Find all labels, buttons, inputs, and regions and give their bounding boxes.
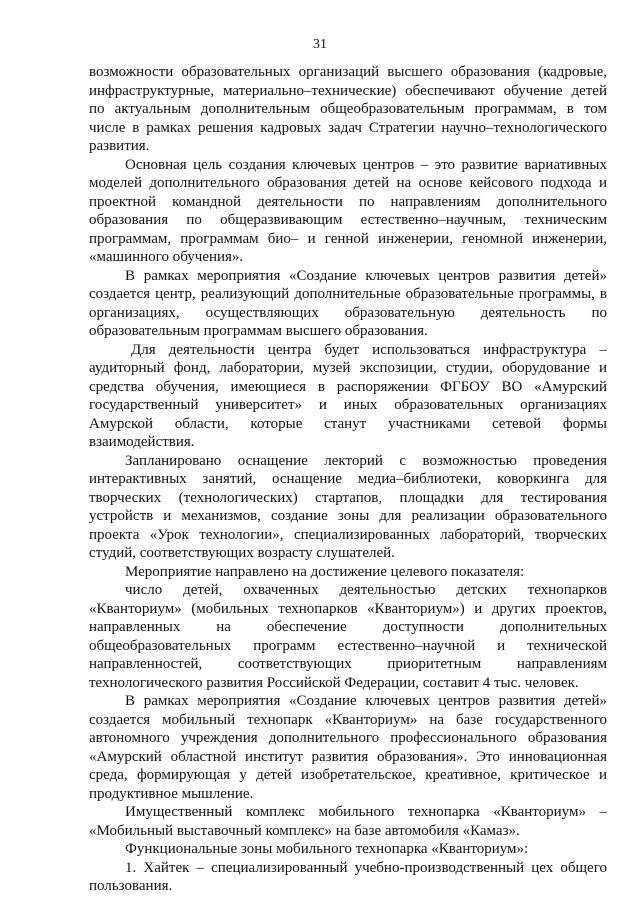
text-line: «Кванториум» (мобильных технопарков «Кванториум») и других проектов, bbox=[89, 600, 607, 617]
text-line: организациях, осуществляющих образовательную деятельность по bbox=[89, 304, 607, 321]
text-line: государственный университет» и иных образовательных организациях bbox=[89, 397, 607, 413]
text-line: Для деятельности центра будет использоваться инфраструктура – bbox=[131, 341, 607, 358]
text-line: 1. Хайтек – специализированный учебно-производственный цех общего bbox=[125, 859, 607, 876]
text-line: создается мобильный технопарк «Кванториум» на базе государственного bbox=[89, 711, 607, 728]
text-line: автономного учреждения дополнительного профессионального образования bbox=[89, 730, 607, 746]
text-line: направленных на обеспечение доступности дополнительных bbox=[89, 619, 607, 635]
text-line: «Мобильный выставочный комплекс» на базе автомобиля «Камаз». bbox=[89, 822, 520, 839]
text-line: по актуальным дополнительным общеобразовательным программам, в том bbox=[89, 101, 607, 117]
text-line: образования по общеразвивающим естественно–научным, техническим bbox=[89, 212, 607, 228]
text-line: «машинного обучения». bbox=[89, 249, 244, 265]
text-line: Запланировано оснащение лекторий с возможностью проведения bbox=[125, 452, 607, 469]
text-line: «Амурский областной институт развития образования». Это инновационная bbox=[89, 748, 607, 765]
text-line: создается центр, реализующий дополнительные образовательные программы, в bbox=[89, 286, 607, 302]
text-line: среда, формирующая у детей изобретательское, креативное, критическое и bbox=[89, 767, 607, 783]
text-line: моделей дополнительного образования детей на основе кейсового подхода и bbox=[89, 175, 607, 191]
text-line: В рамках мероприятия «Создание ключевых центров развития детей» bbox=[125, 267, 607, 284]
text-line: пользования. bbox=[89, 878, 173, 894]
text-line: устройств и механизмов, создание зоны для реализации образовательного bbox=[89, 508, 607, 524]
text-line: Мероприятие направлено на достижение целевого показателя: bbox=[125, 563, 525, 580]
text-line: программам, программам био– и генной инженерии, геномной инженерии, bbox=[89, 230, 607, 247]
text-line: числе в рамках решения кадровых задач Стратегии научно–технологического bbox=[89, 119, 607, 136]
text-line: студий, соответствующих возрасту слушателей. bbox=[89, 545, 395, 561]
text-line: Функциональные зоны мобильного технопарка «Кванториум»: bbox=[125, 841, 529, 857]
text-line: образовательным программам высшего образования. bbox=[89, 323, 428, 339]
text-line: Основная цель создания ключевых центров – это развитие вариативных bbox=[125, 156, 607, 173]
text-line: проектной командной деятельности по направлениям дополнительного bbox=[89, 193, 607, 210]
page-number: 31 bbox=[313, 37, 327, 52]
text-line: аудиторный фонд, лаборатории, музей экспозиции, студии, оборудование и bbox=[89, 360, 607, 376]
text-line: творческих (технологических) стартапов, площадки для тестирования bbox=[89, 489, 607, 506]
text-line: интерактивных занятий, оснащение медиа–библиотеки, коворкинга для bbox=[89, 471, 607, 487]
text-line: проекта «Урок технологии», специализированных лабораторий, творческих bbox=[89, 526, 607, 543]
text-line: общеобразовательных программ естественно–научной и технической bbox=[89, 637, 607, 654]
text-line: В рамках мероприятия «Создание ключевых центров развития детей» bbox=[125, 693, 607, 709]
text-line: развития. bbox=[89, 138, 150, 154]
text-line: взаимодействия. bbox=[89, 434, 195, 450]
text-line: технологического развития Российской Федерации, составит 4 тыс. человек. bbox=[89, 674, 579, 691]
text-line: Амурской области, которые станут участниками сетевой формы bbox=[89, 415, 607, 432]
text-line: направленностей, соответствующих приоритетным направлениям bbox=[89, 656, 607, 672]
text-line: Имущественный комплекс мобильного технопарка «Кванториум» – bbox=[125, 804, 607, 820]
text-line: число детей, охваченных деятельностью детских технопарков bbox=[125, 582, 607, 598]
text-line: продуктивное мышление. bbox=[89, 785, 254, 802]
text-line: возможности образовательных организаций высшего образования (кадровые, bbox=[89, 64, 607, 80]
text-line: средства обучения, имеющиеся в распоряжении ФГБОУ ВО «Амурский bbox=[89, 378, 607, 395]
text-line: инфраструктурные, материально–технические) обеспечивают обучение детей bbox=[89, 82, 607, 99]
